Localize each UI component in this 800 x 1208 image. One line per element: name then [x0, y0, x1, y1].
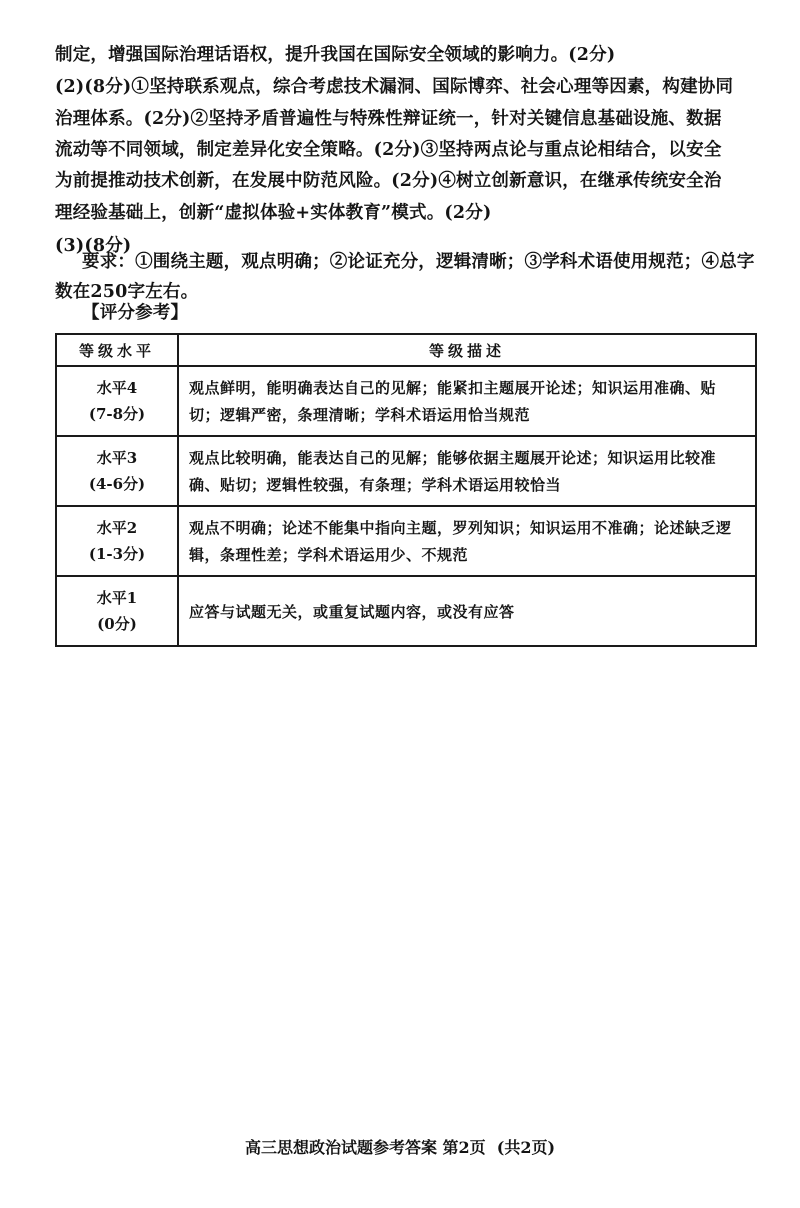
page-footer: 高三思想政治试题参考答案 第2页 (共2页): [244, 1138, 556, 1157]
text-line-9: 数在250字左右。: [55, 282, 199, 302]
level-description: 观点比较明确，能表达自己的见解；能够依据主题展开论述；知识运用比较准确、贴切；逻辑性较强，有条理；学科术语运用较恰当: [178, 436, 756, 506]
text-line-8: 要求：①围绕主题，观点明确；②论证充分，逻辑清晰；③学科术语使用规范；④总字: [82, 252, 755, 272]
text-line-3: 治理体系。(2分)②坚持矛盾普遍性与特殊性辩证统一，针对关键信息基础设施、数据: [55, 109, 722, 129]
table-row: [56, 436, 756, 506]
level-score: (0分): [97, 615, 137, 633]
text-line-6: 理经验基础上，创新“虚拟体验+实体教育”模式。(2分): [55, 203, 492, 223]
header-description: 等级描述: [178, 334, 756, 366]
text-line-1: 制定，增强国际治理话语权，提升我国在国际安全领域的影响力。(2分): [55, 45, 616, 65]
table-row: [56, 366, 756, 436]
level-score: (1-3分): [88, 545, 146, 563]
level-name: 水平2: [96, 519, 138, 537]
level-cell: [56, 576, 178, 646]
text-line-4: 流动等不同领域，制定差异化安全策略。(2分)③坚持两点论与重点论相结合，以安全: [55, 140, 722, 160]
level-score: (7-8分): [88, 405, 146, 423]
level-cell: [56, 506, 178, 576]
header-level: 等级水平: [56, 334, 178, 366]
section-heading: 【评分参考】: [82, 303, 189, 323]
level-name: 水平4: [96, 379, 138, 397]
level-name: 水平3: [96, 449, 138, 467]
level-description: 应答与试题无关，或重复试题内容，或没有应答: [178, 576, 756, 646]
table-row: [56, 576, 756, 646]
level-description: 观点不明确；论述不能集中指向主题，罗列知识；知识运用不准确；论述缺乏逻辑，条理性差；学科术语运用少、不规范: [178, 506, 756, 576]
grading-table: [55, 333, 757, 647]
level-cell: [56, 436, 178, 506]
level-score: (4-6分): [88, 475, 146, 493]
level-description: 观点鲜明，能明确表达自己的见解；能紧扣主题展开论述；知识运用准确、贴切；逻辑严密，条理清晰；学科术语运用恰当规范: [178, 366, 756, 436]
text-line-7: (3)(8分): [55, 236, 132, 256]
table-header-row: [56, 334, 756, 366]
level-name: 水平1: [96, 589, 138, 607]
text-line-5: 为前提推动技术创新，在发展中防范风险。(2分)④树立创新意识，在继承传统安全治: [55, 171, 722, 191]
text-line-2: (2)(8分)①坚持联系观点，综合考虑技术漏洞、国际博弈、社会心理等因素，构建协同: [55, 77, 734, 97]
level-cell: [56, 366, 178, 436]
table-row: [56, 506, 756, 576]
